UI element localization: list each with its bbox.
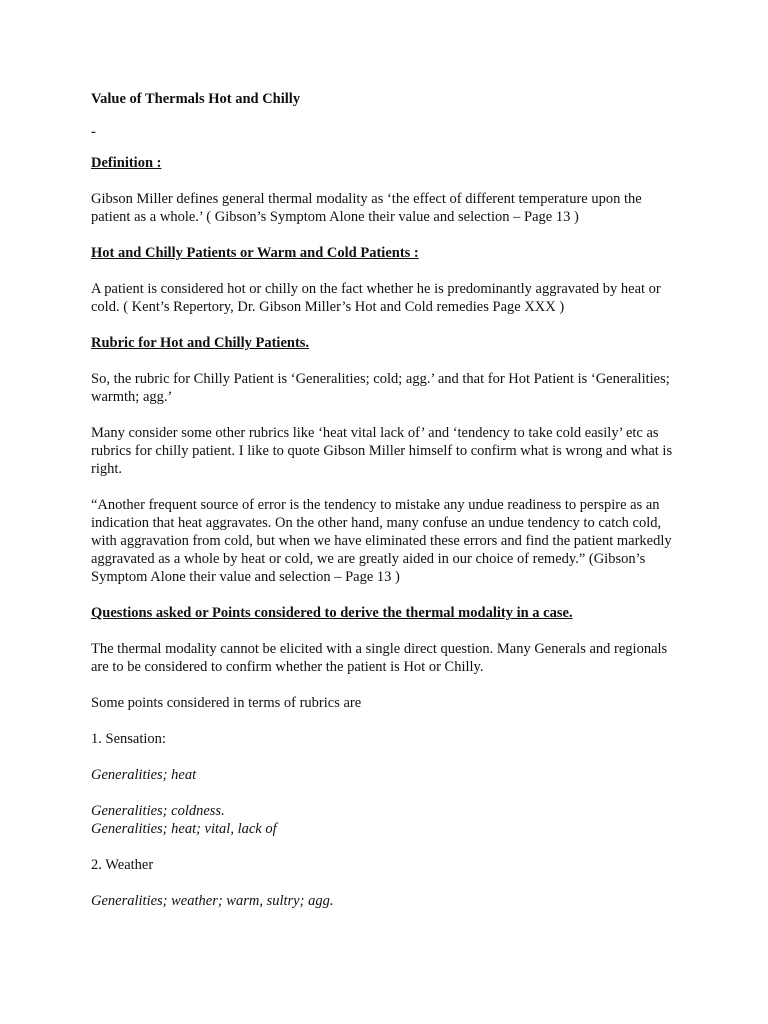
definition-text: Gibson Miller defines general thermal modality as ‘the effect of different temperature upon the patient as a whole.’ ( Gibson’s Symptom Alone their value and selection – Page 13 )	[91, 191, 642, 225]
rubric-text-1: So, the rubric for Chilly Patient is ‘Generalities; cold; agg.’ and that for Hot Patient is ‘Generalities; warmth; agg.’	[91, 371, 670, 405]
questions-text: The thermal modality cannot be elicited with a single direct question. Many Generals and regionals are to be considered to confirm whether the patient is Hot or Chilly.	[91, 641, 668, 675]
title-dash: -	[91, 124, 96, 140]
point-2-label: 2. Weather	[91, 857, 154, 873]
point-1-label: 1. Sensation:	[91, 731, 166, 747]
definition-heading: Definition :	[91, 155, 162, 171]
hot-chilly-text: A patient is considered hot or chilly on the fact whether he is predominantly aggravated by heat or cold. ( Kent’s Repertory, Dr. Gibson Miller’s Hot and Cold remedies Page XXX )	[91, 281, 661, 315]
rubric-heat: Generalities; heat	[91, 767, 197, 783]
document-title: Value of Thermals Hot and Chilly	[91, 91, 301, 107]
rubric-text-2: Many consider some other rubrics like ‘heat vital lack of’ and ‘tendency to take cold easily’ etc as rubrics for chilly patient. I like to quote Gibson Miller himself to confirm what is wrong and what is right.	[91, 425, 673, 477]
hot-chilly-heading: Hot and Chilly Patients or Warm and Cold Patients :	[91, 245, 419, 261]
document-page	[91, 90, 681, 910]
quote-text: “Another frequent source of error is the tendency to mistake any undue readiness to perspire as an indication that heat aggravates. On the other hand, many confuse an undue tendency to catch cold, with aggravation from cold, but when we have eliminated these errors and find the patient markedly aggravated as a whole by heat or cold, we are greatly aided in our choice of remedy.” (Gibson’s Symptom Alone their value and selection – Page 13 )	[91, 497, 672, 585]
rubric-heat-vital: Generalities; heat; vital, lack of	[91, 821, 277, 837]
questions-heading: Questions asked or Points considered to derive the thermal modality in a case.	[91, 605, 573, 621]
rubric-heading: Rubric for Hot and Chilly Patients.	[91, 335, 310, 351]
rubric-coldness: Generalities; coldness.	[91, 803, 225, 819]
points-intro: Some points considered in terms of rubrics are	[91, 695, 362, 711]
rubric-weather: Generalities; weather; warm, sultry; agg.	[91, 893, 334, 909]
